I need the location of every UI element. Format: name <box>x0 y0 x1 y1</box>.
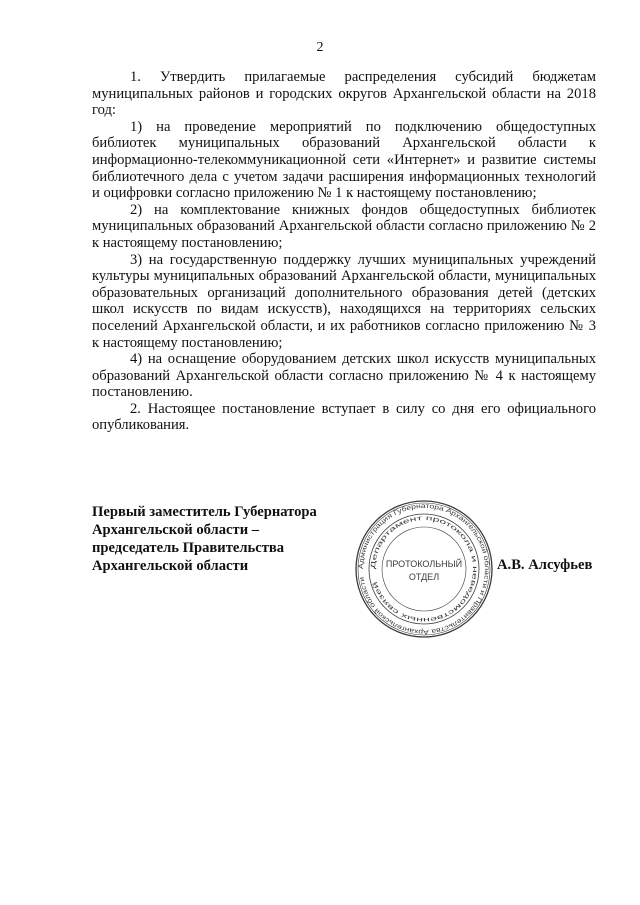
stamp-center-line: ОТДЕЛ <box>408 572 440 582</box>
position-line: Первый заместитель Губернатора <box>92 504 317 520</box>
signatory-position <box>92 503 392 575</box>
stamp-outer-text: Администрация Губернатора Архангельской области и Правительства Архангельской области <box>357 502 491 636</box>
signer-name: А.В. Алсуфьев <box>497 557 593 573</box>
position-line: Архангельской области <box>92 558 249 574</box>
paragraph-item-4: 4) на оснащение оборудованием детских школ искусств муниципальных образований Архангельской области согласно приложению № 4 к настоящему постановлению. <box>92 351 596 401</box>
stamp-inner-text: Департамент протокола и неведомственных связей <box>369 514 479 624</box>
paragraph-item-2: 2) на комплектование книжных фондов общедоступных библиотек муниципальных образований Архангельской области согласно приложению № 2 к настоящему постановлению; <box>92 201 596 251</box>
paragraph-item-3: 3) на государственную поддержку лучших муниципальных учреждений культуры муниципальных образований Архангельской области, муниципальных образовательных организаций дополнительного образования детей (детских школ искусств по видам искусств), находящихся на территориях сельских поселений Архангельской области, и их работников согласно приложению № 3 к настоящему постановлению; <box>92 251 596 351</box>
paragraph-item-1: 1) на проведение мероприятий по подключению общедоступных библиотек муниципальных образований Архангельской области к информационно-телекоммуникационной сети «Интернет» и развитие системы библиотечного дела с учетом задачи расширения информационных технологий и оцифровки согласно приложению № 1 к настоящему постановлению; <box>92 118 596 202</box>
position-line: Архангельской области – <box>92 522 260 538</box>
paragraph-1: 1. Утвердить прилагаемые распределения субсидий бюджетам муниципальных районов и городских округов Архангельской области на 2018 год: <box>92 69 596 119</box>
paragraph-2: 2. Настоящее постановление вступает в силу со дня его официального опубликования. <box>92 400 596 434</box>
page-number: 2 <box>316 40 324 55</box>
document-body <box>92 69 596 434</box>
position-line: председатель Правительства <box>92 540 285 556</box>
official-stamp <box>354 499 494 639</box>
stamp-center-line: ПРОТОКОЛЬНЫЙ <box>385 559 463 569</box>
